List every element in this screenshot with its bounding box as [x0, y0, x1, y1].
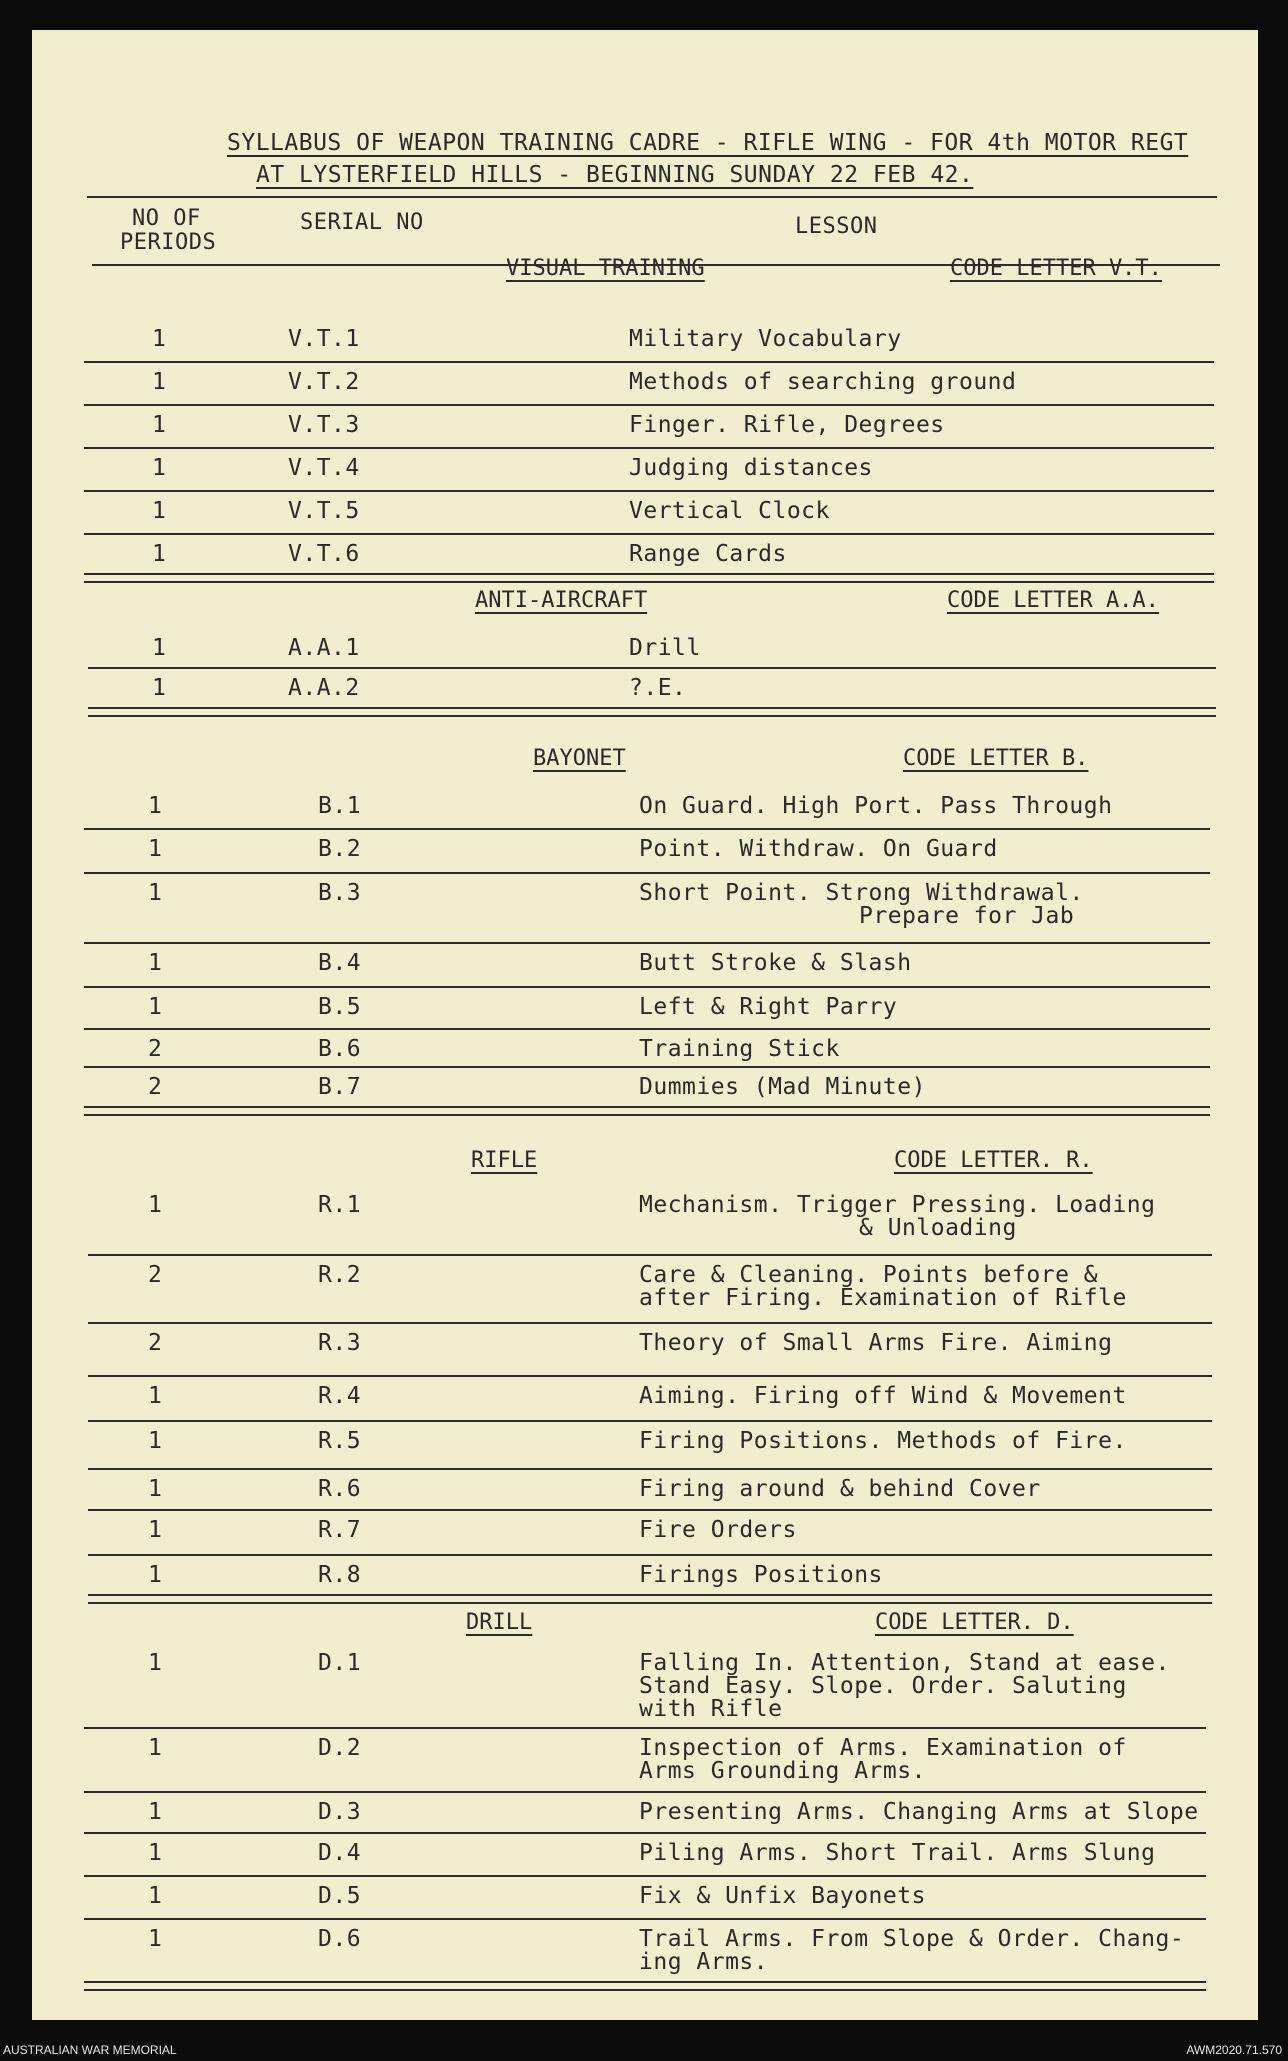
- row-rule: [84, 361, 1214, 363]
- header-periods-2: PERIODS: [120, 230, 217, 255]
- periods-cell: 1: [148, 1650, 163, 1676]
- lesson-cell: Methods of searching ground: [629, 369, 1017, 395]
- lesson-cell: ing Arms.: [639, 1949, 769, 1975]
- section-title: DRILL: [466, 1610, 533, 1635]
- periods-cell: 1: [152, 675, 167, 701]
- serial-cell: D.5: [318, 1883, 362, 1909]
- periods-cell: 2: [148, 1262, 163, 1288]
- row-rule: [84, 447, 1214, 449]
- serial-cell: R.7: [318, 1517, 362, 1543]
- serial-cell: B.6: [318, 1036, 362, 1062]
- periods-cell: 1: [148, 1428, 163, 1454]
- row-rule: [84, 986, 1210, 988]
- serial-cell: B.7: [318, 1074, 362, 1100]
- lesson-cell: Theory of Small Arms Fire. Aiming: [639, 1330, 1113, 1356]
- periods-cell: 1: [148, 1799, 163, 1825]
- periods-cell: 1: [148, 1883, 163, 1909]
- lesson-cell: Prepare for Jab: [859, 903, 1075, 929]
- section-title: BAYONET: [533, 746, 626, 771]
- lesson-cell: Inspection of Arms. Examination of: [639, 1735, 1127, 1761]
- row-rule: [84, 490, 1214, 492]
- serial-cell: R.4: [318, 1383, 362, 1409]
- lesson-cell: after Firing. Examination of Rifle: [639, 1285, 1127, 1311]
- serial-cell: V.T.2: [288, 369, 360, 395]
- serial-cell: D.3: [318, 1799, 362, 1825]
- serial-cell: V.T.4: [288, 455, 360, 481]
- lesson-cell: Point. Withdraw. On Guard: [639, 836, 998, 862]
- row-rule: [84, 942, 1210, 944]
- serial-cell: R.2: [318, 1262, 362, 1288]
- title-line-1: SYLLABUS OF WEAPON TRAINING CADRE - RIFLE WING - FOR 4th MOTOR REGT: [227, 130, 1189, 156]
- document-page: [32, 30, 1258, 2020]
- row-rule: [88, 1322, 1212, 1324]
- serial-cell: B.3: [318, 880, 362, 906]
- periods-cell: 2: [148, 1036, 163, 1062]
- serial-cell: A.A.1: [288, 635, 360, 661]
- footer: [0, 2040, 1288, 2061]
- header-top-rule: [87, 196, 1217, 198]
- periods-cell: 1: [152, 498, 167, 524]
- serial-cell: B.4: [318, 950, 362, 976]
- lesson-cell: Short Point. Strong Withdrawal.: [639, 880, 1084, 906]
- periods-cell: 1: [148, 836, 163, 862]
- periods-cell: 1: [152, 326, 167, 352]
- periods-cell: 2: [148, 1330, 163, 1356]
- lesson-cell: & Unloading: [859, 1215, 1017, 1241]
- lesson-cell: Falling In. Attention, Stand at ease.: [639, 1650, 1170, 1676]
- serial-cell: B.2: [318, 836, 362, 862]
- lesson-cell: Military Vocabulary: [629, 326, 902, 352]
- serial-cell: R.5: [318, 1428, 362, 1454]
- row-rule: [88, 667, 1216, 669]
- row-rule: [84, 1875, 1206, 1877]
- row-rule: [88, 1420, 1212, 1422]
- periods-cell: 1: [148, 1476, 163, 1502]
- lesson-cell: Firing around & behind Cover: [639, 1476, 1041, 1502]
- serial-cell: D.1: [318, 1650, 362, 1676]
- lesson-cell: Mechanism. Trigger Pressing. Loading: [639, 1192, 1156, 1218]
- lesson-cell: Piling Arms. Short Trail. Arms Slung: [639, 1840, 1156, 1866]
- lesson-cell: Training Stick: [639, 1036, 840, 1062]
- serial-cell: B.1: [318, 793, 362, 819]
- periods-cell: 1: [148, 880, 163, 906]
- serial-cell: V.T.1: [288, 326, 360, 352]
- periods-cell: 1: [148, 1840, 163, 1866]
- serial-cell: A.A.2: [288, 675, 360, 701]
- periods-cell: 1: [152, 412, 167, 438]
- periods-cell: 1: [152, 635, 167, 661]
- periods-cell: 1: [148, 1926, 163, 1952]
- lesson-cell: Firing Positions. Methods of Fire.: [639, 1428, 1127, 1454]
- lesson-cell: Judging distances: [629, 455, 873, 481]
- periods-cell: 1: [148, 793, 163, 819]
- section-end-rule: [84, 1106, 1210, 1116]
- row-rule: [84, 1832, 1206, 1834]
- row-rule: [84, 872, 1210, 874]
- section-end-rule: [88, 1594, 1212, 1604]
- serial-cell: D.2: [318, 1735, 362, 1761]
- periods-cell: 1: [148, 1735, 163, 1761]
- serial-cell: V.T.3: [288, 412, 360, 438]
- serial-cell: B.5: [318, 994, 362, 1020]
- periods-cell: 1: [152, 541, 167, 567]
- lesson-cell: Trail Arms. From Slope & Order. Chang-: [639, 1926, 1185, 1952]
- lesson-cell: Butt Stroke & Slash: [639, 950, 912, 976]
- periods-cell: 1: [148, 950, 163, 976]
- row-rule: [88, 1509, 1212, 1511]
- header-serial: SERIAL NO: [300, 210, 424, 235]
- footer-reference: AWM2020.71.570: [1186, 2043, 1282, 2057]
- row-rule: [84, 1066, 1210, 1068]
- section-end-rule: [84, 573, 1214, 583]
- lesson-cell: Firings Positions: [639, 1562, 883, 1588]
- serial-cell: V.T.5: [288, 498, 360, 524]
- section-title: ANTI-AIRCRAFT: [475, 588, 648, 613]
- row-rule: [84, 1791, 1206, 1793]
- lesson-cell: Drill: [629, 635, 701, 661]
- section-code-letter: CODE LETTER. R.: [894, 1148, 1093, 1173]
- serial-cell: R.6: [318, 1476, 362, 1502]
- lesson-cell: Arms Grounding Arms.: [639, 1758, 926, 1784]
- periods-cell: 1: [148, 1517, 163, 1543]
- lesson-cell: On Guard. High Port. Pass Through: [639, 793, 1113, 819]
- row-rule: [88, 1554, 1212, 1556]
- row-rule: [88, 1375, 1212, 1377]
- title-line-2: AT LYSTERFIELD HILLS - BEGINNING SUNDAY 22 FEB 42.: [256, 162, 974, 188]
- row-rule: [84, 404, 1214, 406]
- periods-cell: 1: [152, 369, 167, 395]
- row-rule: [88, 1468, 1212, 1470]
- lesson-cell: Fix & Unfix Bayonets: [639, 1883, 926, 1909]
- lesson-cell: Aiming. Firing off Wind & Movement: [639, 1383, 1127, 1409]
- serial-cell: R.3: [318, 1330, 362, 1356]
- section-end-rule: [88, 707, 1216, 717]
- section-end-rule: [84, 1981, 1206, 1991]
- periods-cell: 2: [148, 1074, 163, 1100]
- footer-credit: AUSTRALIAN WAR MEMORIAL: [3, 2043, 177, 2057]
- row-rule: [84, 1918, 1206, 1920]
- row-rule: [88, 1254, 1212, 1256]
- section-title: VISUAL TRAINING: [506, 256, 705, 281]
- lesson-cell: ?.E.: [629, 675, 687, 701]
- lesson-cell: with Rifle: [639, 1696, 783, 1722]
- section-title: RIFLE: [471, 1148, 538, 1173]
- row-rule: [84, 1727, 1206, 1729]
- lesson-cell: Vertical Clock: [629, 498, 830, 524]
- lesson-cell: Care & Cleaning. Points before &: [639, 1262, 1099, 1288]
- section-code-letter: CODE LETTER A.A.: [947, 588, 1159, 613]
- lesson-cell: Presenting Arms. Changing Arms at Slope: [639, 1799, 1199, 1825]
- periods-cell: 1: [148, 1192, 163, 1218]
- periods-cell: 1: [152, 455, 167, 481]
- header-periods-1: NO OF: [132, 206, 201, 231]
- section-code-letter: CODE LETTER B.: [903, 746, 1089, 771]
- lesson-cell: Dummies (Mad Minute): [639, 1074, 926, 1100]
- lesson-cell: Left & Right Parry: [639, 994, 898, 1020]
- serial-cell: R.8: [318, 1562, 362, 1588]
- row-rule: [84, 1028, 1210, 1030]
- periods-cell: 1: [148, 994, 163, 1020]
- serial-cell: D.6: [318, 1926, 362, 1952]
- serial-cell: R.1: [318, 1192, 362, 1218]
- periods-cell: 1: [148, 1383, 163, 1409]
- row-rule: [84, 828, 1210, 830]
- row-rule: [84, 533, 1214, 535]
- lesson-cell: Range Cards: [629, 541, 787, 567]
- lesson-cell: Fire Orders: [639, 1517, 797, 1543]
- section-code-letter: CODE LETTER. D.: [875, 1610, 1074, 1635]
- header-lesson: LESSON: [795, 214, 878, 239]
- lesson-cell: Finger. Rifle, Degrees: [629, 412, 945, 438]
- lesson-cell: Stand Easy. Slope. Order. Saluting: [639, 1673, 1127, 1699]
- periods-cell: 1: [148, 1562, 163, 1588]
- serial-cell: D.4: [318, 1840, 362, 1866]
- section-code-letter: CODE LETTER V.T.: [950, 256, 1162, 281]
- serial-cell: V.T.6: [288, 541, 360, 567]
